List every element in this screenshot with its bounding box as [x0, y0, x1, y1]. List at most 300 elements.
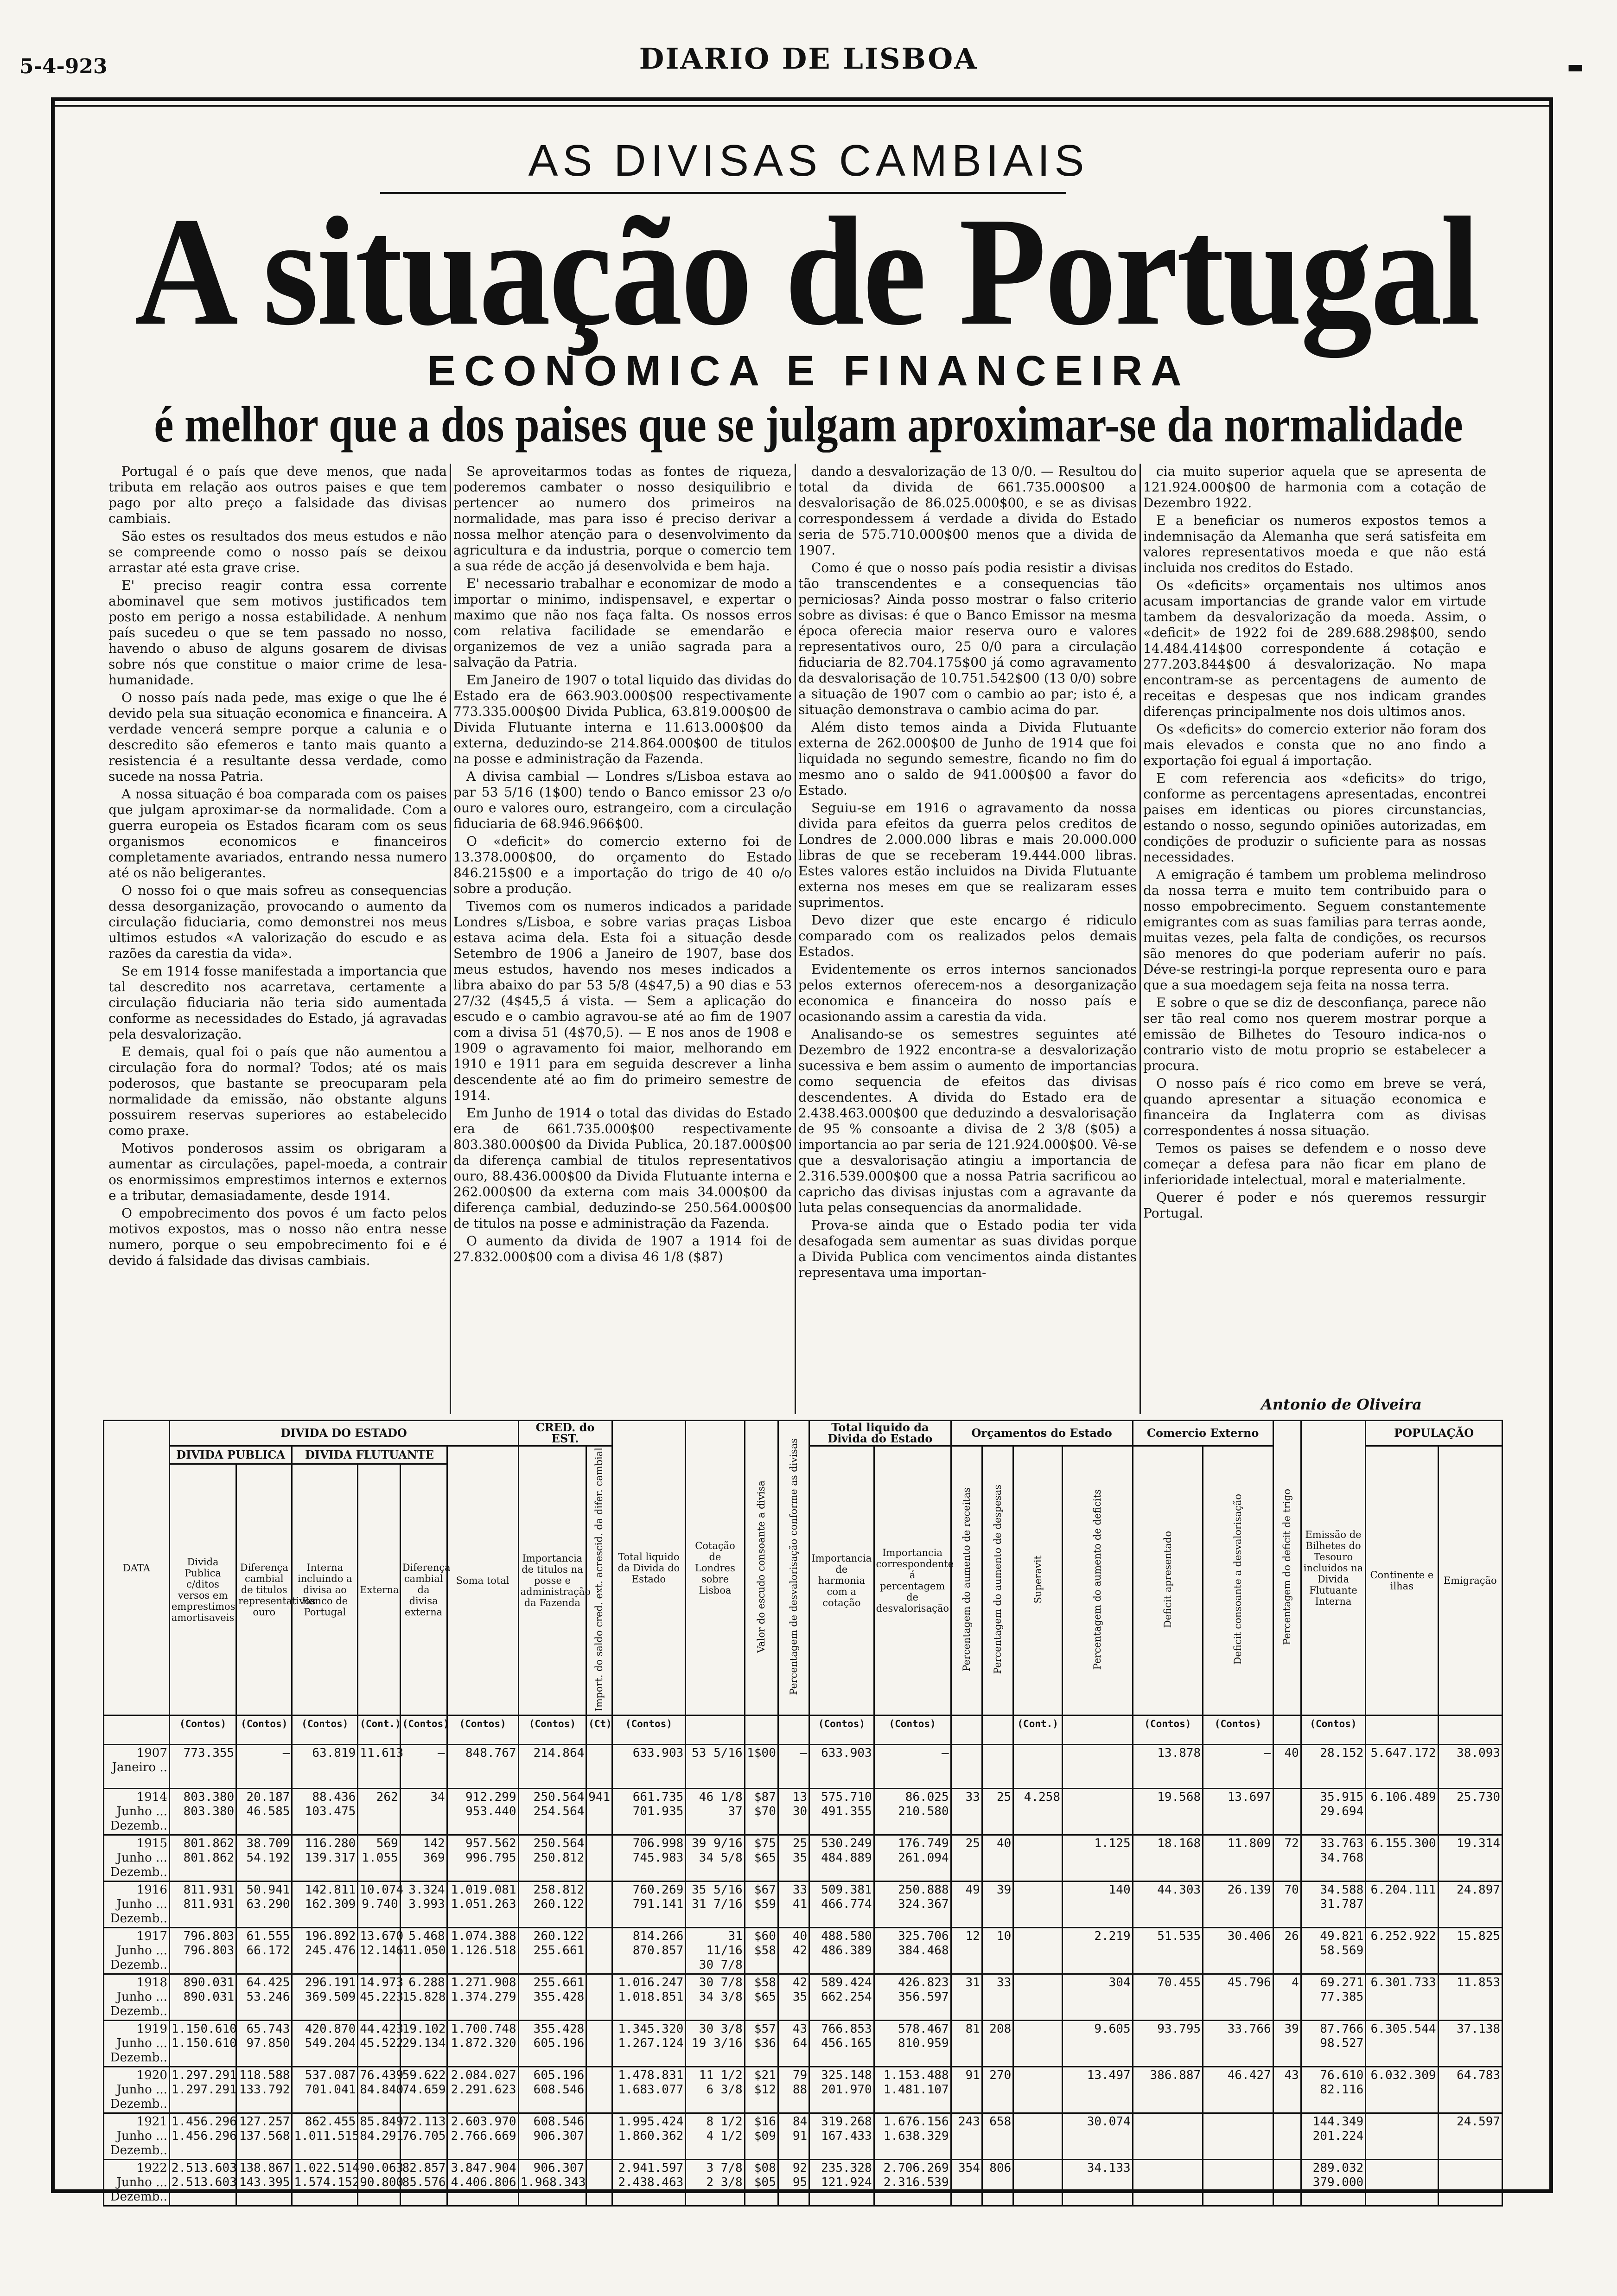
unit-cell: (Contos): [1133, 1716, 1203, 1745]
table-cell: 258.812 260.122: [518, 1881, 586, 1928]
table-cell: 24.597: [1438, 2113, 1502, 2160]
table-cell: [1133, 2113, 1203, 2160]
col-header: Import. do saldo cred. ext. acrescid. da difer. cambial: [586, 1446, 612, 1716]
table-cell: 42 35: [778, 1974, 809, 2021]
table-cell: 84 91: [778, 2113, 809, 2160]
table-cell: 49.821 58.569: [1301, 1928, 1365, 1974]
newspaper-name: DIARIO DE LISBOA: [639, 42, 978, 76]
table-cell: 801.862 801.862: [169, 1835, 236, 1881]
unit-cell: [1438, 1716, 1502, 1745]
table-cell: 63.819: [292, 1745, 358, 1789]
table-cell: 250.888 324.367: [874, 1881, 951, 1928]
table-cell: 1.074.388 1.126.518: [447, 1928, 518, 1974]
table-cell: 31: [951, 1974, 982, 2021]
table-cell: 51.535: [1133, 1928, 1203, 1974]
article-paragraph: O nosso país nada pede, mas exige o que lhe é devido pela sua situação economica e financeira. A verdade vencerá sempre porque a calunia e o descredito são efemeros e tanto mais quanto a resistencia é a resultante dessa verdade, como sucede na nossa Patria.: [108, 690, 447, 784]
table-cell: [586, 1881, 612, 1928]
statistics-table: [103, 1420, 1503, 2207]
table-cell: 138.867 143.395: [236, 2160, 292, 2206]
table-cell: [586, 1835, 612, 1881]
table-cell: 142 369: [400, 1835, 447, 1881]
table-cell: $60 $58: [745, 1928, 778, 1974]
table-cell: 811.931 811.931: [169, 1881, 236, 1928]
table-cell: 633.903: [612, 1745, 686, 1789]
unit-cell: [1063, 1716, 1133, 1745]
table-cell: 59.622 74.659: [400, 2067, 447, 2113]
table-cell: 906.307 1.968.343: [518, 2160, 586, 2206]
table-cell: 8 1/2 4 1/2: [686, 2113, 745, 2160]
group-header-populacao: POPULAÇÃO: [1366, 1421, 1502, 1446]
date-cell: 1918 Junho ... Dezemb..: [104, 1974, 170, 2021]
table-cell: 65.743 97.850: [236, 2021, 292, 2067]
article-paragraph: A divisa cambial — Londres s/Lisboa estava ao par 53 5/16 (1$00) tendo o Banco emissor 23 o/o ouro e valores ouro, estrangeiro, com a circulação fiduciaria de 68.946.966$00.: [453, 769, 792, 831]
table-cell: 85.849 84.291: [358, 2113, 400, 2160]
col-header: Percentagem do aumento de receitas: [951, 1446, 982, 1716]
table-cell: 1.995.424 1.860.362: [612, 2113, 686, 2160]
table-cell: 25: [982, 1789, 1013, 1835]
table-cell: 11.809: [1203, 1835, 1273, 1881]
table-cell: —: [778, 1745, 809, 1789]
article-paragraph: Como é que o nosso país podia resistir a divisas tão transcendentes e a consequencias tão perniciosas? Ainda posso mostrar o falso criterio sobre as divisas: é que o Banco Emissor na mesma época oferecia maior reserva ouro e valores representativos ouro, 25 0/0 para a circulação fiduciaria de 82.704.175$00 já como agravamento da desvalorisação de 10.751.542$00 (13 0/0) sobre a situação de 1907 com o cambio ao par; isto é, a situação demonstrava o cambio acima do par.: [798, 560, 1137, 717]
article-paragraph: Seguiu-se em 1916 o agravamento da nossa divida para efeitos da guerra pelos creditos de Londres de 2.000.000 libras e mais 20.000.000 libras de que se receberam 19.444.000 libras. Estes valores estão incluidos na Divida Flutuante externa nos meses em que se realizaram esses suprimentos.: [798, 800, 1137, 910]
table-cell: [586, 1928, 612, 1974]
table-cell: 18.168: [1133, 1835, 1203, 1881]
article-column-4: [1143, 464, 1486, 1409]
column-rule: [795, 464, 796, 1414]
unit-cell: (Contos): [400, 1716, 447, 1745]
table-cell: 608.546 906.307: [518, 2113, 586, 2160]
table-cell: 43 64: [778, 2021, 809, 2067]
unit-cell: (Contos): [1203, 1716, 1273, 1745]
table-cell: 6.252.922: [1366, 1928, 1438, 1974]
table-cell: —: [874, 1745, 951, 1789]
table-cell: —: [236, 1745, 292, 1789]
unit-cell: [686, 1716, 745, 1745]
table-cell: 88.436 103.475: [292, 1789, 358, 1835]
col-header: Deficit consoante a desvalorisação: [1203, 1446, 1273, 1716]
table-cell: 803.380 803.380: [169, 1789, 236, 1835]
table-cell: 957.562 996.795: [447, 1835, 518, 1881]
article-paragraph: E' preciso reagir contra essa corrente abominavel que sem motivos justificados tem posto em perigo a nossa estabilidade. A nenhum país sucedeu o que se tem passado no nosso, havendo o abuso de alguns gosarem de divisas sobre nós que constitue o maior crime de lesa-humanidade.: [108, 578, 447, 688]
article-paragraph: O empobrecimento dos povos é um facto pelos motivos expostos, mas o nosso não entra nesse numero, porque o seu empobrecimento foi e é devido á falsidade das divisas cambiais.: [108, 1205, 447, 1268]
date-cell: 1907 Janeiro ..: [104, 1745, 170, 1789]
table-cell: 355.428 605.196: [518, 2021, 586, 2067]
unit-cell: (Contos): [236, 1716, 292, 1745]
table-cell: 40: [982, 1835, 1013, 1881]
unit-cell: [745, 1716, 778, 1745]
unit-cell: (Cont.): [358, 1716, 400, 1745]
table-cell: 39: [1273, 2021, 1301, 2067]
table-cell: [1013, 1745, 1063, 1789]
group-header-divida-publica: DIVIDA PUBLICA: [169, 1446, 292, 1464]
table-cell: 9.605: [1063, 2021, 1133, 2067]
table-cell: [1366, 2113, 1438, 2160]
article-paragraph: A emigração é tambem um problema melindroso da nossa terra e muito tem contribuido para o nosso empobrecimento. Seguem constantemente emigrantes com as suas familias para terras aonde, muitas vezes, pela falta de condições, os recursos são menores do que poderiam auferir no país. Déve-se restringi-la porque representa ouro e para que a sua moedagem seja feita na nossa terra.: [1143, 867, 1486, 993]
table-cell: [1273, 2160, 1301, 2206]
article-paragraph: Além disto temos ainda a Divida Flutuante externa de 262.000$00 de Junho de 1914 que foi liquidada no segundo semestre, ficando no fim do mesmo ano o saldo de 941.000$00 a favor do Estado.: [798, 720, 1137, 798]
unit-cell: [778, 1716, 809, 1745]
table-cell: [1013, 1974, 1063, 2021]
unit-cell: [951, 1716, 982, 1745]
table-cell: 6.301.733: [1366, 1974, 1438, 2021]
newspaper-header: [0, 0, 1617, 93]
table-cell: 270: [982, 2067, 1013, 2113]
table-cell: 5.468 11.050: [400, 1928, 447, 1974]
table-cell: 34.588 31.787: [1301, 1881, 1365, 1928]
col-header: Emissão de Bilhetes do Tesouro incluidos na Divida Flutuante Interna: [1301, 1421, 1365, 1716]
article-paragraph: Os «deficits» do comercio exterior não foram dos mais elevados e consta que no ano findo a exportação foi egual á importação.: [1143, 721, 1486, 768]
col-header: Valor do escudo consoante a divisa: [745, 1421, 778, 1716]
table-cell: 46.427: [1203, 2067, 1273, 2113]
table-cell: 70: [1273, 1881, 1301, 1928]
table-cell: [1013, 1835, 1063, 1881]
table-cell: 140: [1063, 1881, 1133, 1928]
col-header: Percentagem do aumento de despesas: [982, 1446, 1013, 1716]
table-cell: 941: [586, 1789, 612, 1835]
table-cell: 72.113 76.705: [400, 2113, 447, 2160]
article-paragraph: Temos os paises se defendem e o nosso deve começar a defesa para não ficar em plano de inferioridade intelectual, moral e materialmente.: [1143, 1141, 1486, 1187]
table-cell: 176.749 261.094: [874, 1835, 951, 1881]
table-cell: 488.580 486.389: [809, 1928, 874, 1974]
article-paragraph: Em Junho de 1914 o total das dividas do Estado era de 661.735.000$00 respectivamente 803.380.000$00 da Divida Publica, 20.187.000$00 da diferença cambial de titulos representativos ouro, 88.436.000$00 da Divida Flutuante interna e 262.000$00 da externa com mais 34.000$00 da diferença cambial, deduzindo-se 250.564.000$00 de titulos na posse e administração da Fazenda.: [453, 1105, 792, 1231]
group-header-cred-est: CRED. do EST.: [518, 1421, 612, 1446]
table-cell: [586, 1974, 612, 2021]
group-header-orcamentos: Orçamentos do Estado: [951, 1421, 1133, 1446]
article-paragraph: O aumento da divida de 1907 a 1914 foi de 27.832.000$00 com a divisa 46 1/8 ($87): [453, 1233, 792, 1264]
table-cell: 196.892 245.476: [292, 1928, 358, 1974]
corner-mark: ▬: [1567, 57, 1584, 77]
date-cell: 1915 Junho ... Dezemb..: [104, 1835, 170, 1881]
statistics-table-wrap: [103, 1420, 1503, 2204]
date-cell: 1921 Junho ... Dezemb..: [104, 2113, 170, 2160]
group-header-divida-estado: DIVIDA DO ESTADO: [169, 1421, 518, 1446]
table-cell: [1013, 2067, 1063, 2113]
table-cell: 2.706.269 2.316.539: [874, 2160, 951, 2206]
frame-top-rule: [51, 105, 1553, 107]
table-row: [104, 1974, 1502, 2021]
table-cell: 6.288 15.828: [400, 1974, 447, 2021]
article-paragraph: Querer é poder e nós queremos ressurgir Portugal.: [1143, 1190, 1486, 1221]
table-cell: 144.349 201.224: [1301, 2113, 1365, 2160]
unit-cell: [104, 1716, 170, 1745]
table-cell: 208: [982, 2021, 1013, 2067]
table-cell: 848.767: [447, 1745, 518, 1789]
table-cell: 1.125: [1063, 1835, 1133, 1881]
col-header: Interna incluindo a divisa ao Banco de Portugal: [292, 1464, 358, 1716]
table-cell: 2.513.603 2.513.603: [169, 2160, 236, 2206]
table-cell: 142.811 162.309: [292, 1881, 358, 1928]
table-cell: [586, 2021, 612, 2067]
table-cell: 61.555 66.172: [236, 1928, 292, 1974]
table-row: [104, 2113, 1502, 2160]
table-cell: 26: [1273, 1928, 1301, 1974]
table-cell: 81: [951, 2021, 982, 2067]
table-cell: 589.424 662.254: [809, 1974, 874, 2021]
article-paragraph: E' necessario trabalhar e economizar de modo a importar o minimo, indispensavel, e expertar o maximo que não nos faça falta. Os nossos erros com relativa facilidade se emendarão e organizemos de vez a união sagrada para a salvação da Patria.: [453, 576, 792, 670]
article-column-2: [453, 464, 792, 1409]
article-paragraph: O nosso país é rico como em breve se verá, quando apresentar a situação economica e financeira da Inglaterra com as divisas correspondentes á nossa situação.: [1143, 1076, 1486, 1138]
unit-cell: (Contos): [612, 1716, 686, 1745]
col-header: Divida Publica c/ditos versos em emprestimos amortisaveis: [169, 1464, 236, 1716]
author-signature: Antonio de Oliveira: [1261, 1396, 1422, 1413]
table-cell: 118.588 133.792: [236, 2067, 292, 2113]
issue-date: 5-4-923: [19, 55, 108, 78]
table-cell: 766.853 456.165: [809, 2021, 874, 2067]
table-cell: 2.603.970 2.766.669: [447, 2113, 518, 2160]
table-cell: 13.878: [1133, 1745, 1203, 1789]
table-cell: 11.613: [358, 1745, 400, 1789]
table-cell: 11 1/2 6 3/8: [686, 2067, 745, 2113]
table-cell: 3.324 3.993: [400, 1881, 447, 1928]
table-cell: 33.766: [1203, 2021, 1273, 2067]
table-cell: 33: [982, 1974, 1013, 2021]
table-cell: 11.853: [1438, 1974, 1502, 2021]
col-header: Soma total: [447, 1446, 518, 1716]
column-rule: [450, 464, 451, 1414]
table-cell: [1203, 2113, 1273, 2160]
table-cell: $57 $36: [745, 2021, 778, 2067]
table-cell: 30.074: [1063, 2113, 1133, 2160]
col-header: Deficit apresentado: [1133, 1446, 1203, 1716]
table-cell: 509.381 466.774: [809, 1881, 874, 1928]
article-paragraph: Os «deficits» orçamentais nos ultimos anos acusam importancias de grande valor em virtude tambem da desvalorização da moeda. Assim, o «deficit» de 1922 foi de 289.688.298$00, sendo 14.484.414$00 correspondente á cotação e 277.203.844$00 á desvalorização. No mapa encontram-se as percentagens de aumento de receitas e despesas que nos indicam grandes diferenças principalmente nos dois ultimos anos.: [1143, 578, 1486, 719]
table-cell: 19.314: [1438, 1835, 1502, 1881]
table-cell: 6.106.489: [1366, 1789, 1438, 1835]
table-cell: 39 9/16 34 5/8: [686, 1835, 745, 1881]
col-header: Emigração: [1438, 1446, 1502, 1716]
table-cell: 6.204.111: [1366, 1881, 1438, 1928]
table-cell: 4: [1273, 1974, 1301, 2021]
article-paragraph: Em Janeiro de 1907 o total liquido das dividas do Estado era de 663.903.000$00 respectivamente 773.335.000$00 Divida Publica, 63.819.000$00 de Divida Flutuante interna e 11.613.000$00 da externa, deduzindo-se 214.864.000$00 de titulos na posse e administração da Fazenda.: [453, 672, 792, 766]
table-cell: 304: [1063, 1974, 1133, 2021]
article-paragraph: Tivemos com os numeros indicados a paridade Londres s/Lisboa, e sobre varias praças Lisboa estava acima dela. Esta foi a situação desde Setembro de 1906 a Janeiro de 1907, base dos meus estudos, havendo nos meses indicados a libra abaixo do par 53 5/8 (4$47,5) a 90 dias e 53 27/32 (4$45,5 á vista. — Sem a aplicação do escudo e o cambio agravou-se até ao fim de 1907 com a divisa 51 (4$70,5). — E nos anos de 1908 e 1909 o agravamento foi maior, melhorando em 1910 e 1911 para em seguida descrever a linha descendente até ao fim do primeiro semestre de 1914.: [453, 899, 792, 1103]
table-cell: $16 $09: [745, 2113, 778, 2160]
article-paragraph: O «deficit» do comercio externo foi de 13.378.000$00, do orçamento do Estado 846.215$00 e a importação do trigo de 40 o/o sobre a produção.: [453, 834, 792, 896]
table-cell: [1133, 2160, 1203, 2206]
table-cell: 806: [982, 2160, 1013, 2206]
col-header: Percentagem do aumento de deficits: [1063, 1446, 1133, 1716]
table-cell: 15.825: [1438, 1928, 1502, 1974]
table-cell: 5.647.172: [1366, 1745, 1438, 1789]
article-paragraph: Motivos ponderosos assim os obrigaram a aumentar as circulações, papel-moeda, a contrair os enormissimos emprestimos internos e externos e a tributar, demasiadamente, desde 1914.: [108, 1141, 447, 1203]
table-cell: 19.568: [1133, 1789, 1203, 1835]
date-cell: 1920 Junho ... Dezemb..: [104, 2067, 170, 2113]
table-cell: 20.187 46.585: [236, 1789, 292, 1835]
article-paragraph: O nosso foi o que mais sofreu as consequencias dessa desorganização, provocando o aumento da circulação fiduciaria, como demonstrei nos meus ultimos estudos «A valorização do escudo e as razões da carestia da vida».: [108, 883, 447, 961]
table-cell: [1013, 2113, 1063, 2160]
table-cell: 26.139: [1203, 1881, 1273, 1928]
group-header-divida-flutuante: DIVIDA FLUTUANTE: [292, 1446, 447, 1464]
table-cell: 1.676.156 1.638.329: [874, 2113, 951, 2160]
col-header: DATA: [104, 1421, 170, 1716]
table-cell: 250.564 250.812: [518, 1835, 586, 1881]
table-cell: 814.266 870.857: [612, 1928, 686, 1974]
table-cell: 31 11/16 30 7/8: [686, 1928, 745, 1974]
date-cell: 1919 Junho ... Dezemb..: [104, 2021, 170, 2067]
table-cell: 45.796: [1203, 1974, 1273, 2021]
table-cell: 4.258: [1013, 1789, 1063, 1835]
article-paragraph: Portugal é o país que deve menos, que nada tributa em relação aos outros paises e que tem pago por alto preço a falsidade das divisas cambiais.: [108, 464, 447, 526]
article-paragraph: A nossa situação é boa comparada com os paises que julgam aproximar-se da normalidade. Com a guerra europeia os Estados ficaram com os seus organismos economicos e financeiros completamente avariados, entrando nessa numero até os não beligerantes.: [108, 786, 447, 880]
table-cell: 890.031 890.031: [169, 1974, 236, 2021]
article-tagline: é melhor que a dos paises que se julgam aproximar-se da normalidade: [154, 396, 1463, 453]
table-cell: 1.271.908 1.374.279: [447, 1974, 518, 2021]
table-cell: 72: [1273, 1835, 1301, 1881]
table-cell: 64.783: [1438, 2067, 1502, 2113]
table-cell: 605.196 608.546: [518, 2067, 586, 2113]
table-cell: 575.710 491.355: [809, 1789, 874, 1835]
table-cell: 386.887: [1133, 2067, 1203, 2113]
col-header: Importancia de titulos na posse e administração da Fazenda: [518, 1446, 586, 1716]
table-cell: 25.730: [1438, 1789, 1502, 1835]
table-row: [104, 2021, 1502, 2067]
col-header: Superavit: [1013, 1446, 1063, 1716]
table-cell: 661.735 701.935: [612, 1789, 686, 1835]
table-cell: 420.870 549.204: [292, 2021, 358, 2067]
table-cell: 91: [951, 2067, 982, 2113]
table-cell: 862.455 1.011.515: [292, 2113, 358, 2160]
table-cell: 38.709 54.192: [236, 1835, 292, 1881]
table-cell: 49: [951, 1881, 982, 1928]
article-paragraph: E demais, qual foi o país que não aumentou a circulação fora do normal? Todos; até os mais poderosos, que bastante se preocuparam pela normalidade da emissão, não obstante alguns possuirem reservas superiores ao estabelecido como praxe.: [108, 1044, 447, 1138]
table-cell: 90.063 90.800: [358, 2160, 400, 2206]
statistics-table-body: [104, 1716, 1502, 2206]
col-header: Percentagem de desvalorisação conforme as divisas: [778, 1421, 809, 1716]
unit-cell: [982, 1716, 1013, 1745]
table-cell: [586, 2067, 612, 2113]
table-cell: 76.439 84.840: [358, 2067, 400, 2113]
article-paragraph: Se em 1914 fosse manifestada a importancia que tal descredito nos acarretava, certamente a circulação fiduciaria não teria sido aumentada conforme as necessidades do Estado, já agravadas pela desvalorização.: [108, 963, 447, 1042]
article-paragraph: E com referencia aos «deficits» do trigo, conforme as percentagens apresentadas, encontrei paises em identicas ou piores circunstancias, estando o nosso, segundo opiniões autorizadas, em condições de produzir o suficiente para as nossas necessidades.: [1143, 771, 1486, 865]
table-cell: 354: [951, 2160, 982, 2206]
table-cell: 243: [951, 2113, 982, 2160]
table-row: [104, 2160, 1502, 2206]
table-cell: 40 42: [778, 1928, 809, 1974]
table-cell: [1013, 1928, 1063, 1974]
table-cell: 13.670 12.146: [358, 1928, 400, 1974]
table-cell: 53 5/16: [686, 1745, 745, 1789]
table-cell: 1.456.296 1.456.296: [169, 2113, 236, 2160]
table-cell: 34.133: [1063, 2160, 1133, 2206]
col-header: Cotação de Londres sobre Lisboa: [686, 1421, 745, 1716]
table-cell: 35.915 29.694: [1301, 1789, 1365, 1835]
table-cell: [1438, 2160, 1502, 2206]
table-cell: 14.973 45.223: [358, 1974, 400, 2021]
article-headline: A situação de Portugal: [134, 185, 1479, 357]
article-paragraph: dando a desvalorização de 13 0/0. — Resultou do total da divida de 661.735.000$00 a desvalorisação de 86.025.000$00, e se as divisas correspondessem á verdade a divida do Estado seria de 575.710.000$00 menos que a divida de 1907.: [798, 464, 1137, 558]
unit-cell: [1366, 1716, 1438, 1745]
table-cell: 3 7/8 2 3/8: [686, 2160, 745, 2206]
table-cell: 76.610 82.116: [1301, 2067, 1365, 2113]
article-paragraph: Evidentemente os erros internos sancionados pelos externos oferecem-nos a desorganização economica e financeira do nosso país e ocasionando assim a carestia da vida.: [798, 962, 1137, 1024]
table-cell: 1.153.488 1.481.107: [874, 2067, 951, 2113]
table-cell: [1273, 2113, 1301, 2160]
date-cell: 1917 Junho ... Dezemb..: [104, 1928, 170, 1974]
table-cell: 92 95: [778, 2160, 809, 2206]
table-cell: $08 $05: [745, 2160, 778, 2206]
table-cell: 64.425 53.246: [236, 1974, 292, 2021]
table-cell: 537.087 701.041: [292, 2067, 358, 2113]
table-cell: 37.138: [1438, 2021, 1502, 2067]
table-cell: [1203, 2160, 1273, 2206]
table-cell: —: [400, 1745, 447, 1789]
table-cell: 1$00: [745, 1745, 778, 1789]
table-cell: [1366, 2160, 1438, 2206]
table-cell: 633.903: [809, 1745, 874, 1789]
col-header: Diferença cambial da divisa externa: [400, 1464, 447, 1716]
col-header: Diferença cambial de titulos representativos ouro: [236, 1464, 292, 1716]
group-header-total-liquido: Total liquido da Divida do Estado: [809, 1421, 951, 1446]
unit-cell: (Contos): [169, 1716, 236, 1745]
table-cell: 325.148 201.970: [809, 2067, 874, 2113]
table-cell: 13.697: [1203, 1789, 1273, 1835]
table-cell: 28.152: [1301, 1745, 1365, 1789]
unit-cell: [1273, 1716, 1301, 1745]
table-row: [104, 1928, 1502, 1974]
table-cell: [1063, 1789, 1133, 1835]
table-cell: 255.661 355.428: [518, 1974, 586, 2021]
table-cell: 1.150.610 1.150.610: [169, 2021, 236, 2067]
unit-cell: (Contos): [292, 1716, 358, 1745]
group-header-comercio: Comercio Externo: [1133, 1421, 1273, 1446]
unit-cell: (Cont.): [1013, 1716, 1063, 1745]
table-cell: 13 30: [778, 1789, 809, 1835]
table-cell: 319.268 167.433: [809, 2113, 874, 2160]
table-cell: 38.093: [1438, 1745, 1502, 1789]
table-cell: 12: [951, 1928, 982, 1974]
table-cell: 3.847.904 4.406.806: [447, 2160, 518, 2206]
table-cell: 30 7/8 34 3/8: [686, 1974, 745, 2021]
table-cell: 33 41: [778, 1881, 809, 1928]
table-cell: 10: [982, 1928, 1013, 1974]
table-cell: 13.497: [1063, 2067, 1133, 2113]
table-cell: [1063, 1745, 1133, 1789]
table-cell: 79 88: [778, 2067, 809, 2113]
date-cell: 1914 Junho ... Dezemb..: [104, 1789, 170, 1835]
article-paragraph: Devo dizer que este encargo é ridiculo comparado com os realizados pelos demais Estados.: [798, 912, 1137, 959]
article-paragraph: E sobre o que se diz de desconfiança, parece não ser tão real como nos querem mostrar porque a emissão de Bilhetes do Tesouro indica-nos o contrario visto de motu proprio se estabelecer a procura.: [1143, 995, 1486, 1073]
table-cell: 235.328 121.924: [809, 2160, 874, 2206]
table-row: [104, 1789, 1502, 1835]
table-cell: 6.032.309: [1366, 2067, 1438, 2113]
table-cell: [586, 1745, 612, 1789]
unit-cell: (Contos): [447, 1716, 518, 1745]
table-cell: 706.998 745.983: [612, 1835, 686, 1881]
table-cell: 796.803 796.803: [169, 1928, 236, 1974]
table-cell: 70.455: [1133, 1974, 1203, 2021]
table-row: [104, 1745, 1502, 1789]
table-cell: 2.219: [1063, 1928, 1133, 1974]
date-cell: 1916 Junho ... Dezemb..: [104, 1881, 170, 1928]
table-cell: [1013, 2021, 1063, 2067]
article-paragraph: Analisando-se os semestres seguintes até Dezembro de 1922 encontra-se a desvalorização sucessiva e bem assim o aumento de importancias como sequencia de efeitos das divisas descendentes. A divida do Estado era de 2.438.463.000$00 que deduzindo a desvalorisação de 95 % consoante a divisa de 2 3/8 ($05) a importancia ao par seria de 121.924.000$00. Vê-se que a desvalorisação atingiu a importancia de 2.316.539.000$00 que a nossa Patria sacrificou ao capricho das divisas injustas com a agravante da luta pelas consequencias da anormalidade.: [798, 1027, 1137, 1215]
table-cell: 578.467 810.959: [874, 2021, 951, 2067]
table-cell: [1013, 1881, 1063, 1928]
column-rule: [1140, 464, 1141, 1414]
table-cell: 44.303: [1133, 1881, 1203, 1928]
table-cell: $87 $70: [745, 1789, 778, 1835]
table-cell: 34: [400, 1789, 447, 1835]
table-cell: 658: [982, 2113, 1013, 2160]
table-cell: 6.305.544: [1366, 2021, 1438, 2067]
article-paragraph: Prova-se ainda que o Estado podia ter vida desafogada sem aumentar as suas dividas porque a Divida Publica com vencimentos ainda distantes representava uma importan-: [798, 1218, 1137, 1280]
table-cell: 1.478.831 1.683.077: [612, 2067, 686, 2113]
table-cell: 1.019.081 1.051.263: [447, 1881, 518, 1928]
col-header: Total liquido da Divida do Estado: [612, 1421, 686, 1716]
table-cell: 2.084.027 2.291.623: [447, 2067, 518, 2113]
table-cell: 250.564 254.564: [518, 1789, 586, 1835]
table-cell: [586, 2113, 612, 2160]
